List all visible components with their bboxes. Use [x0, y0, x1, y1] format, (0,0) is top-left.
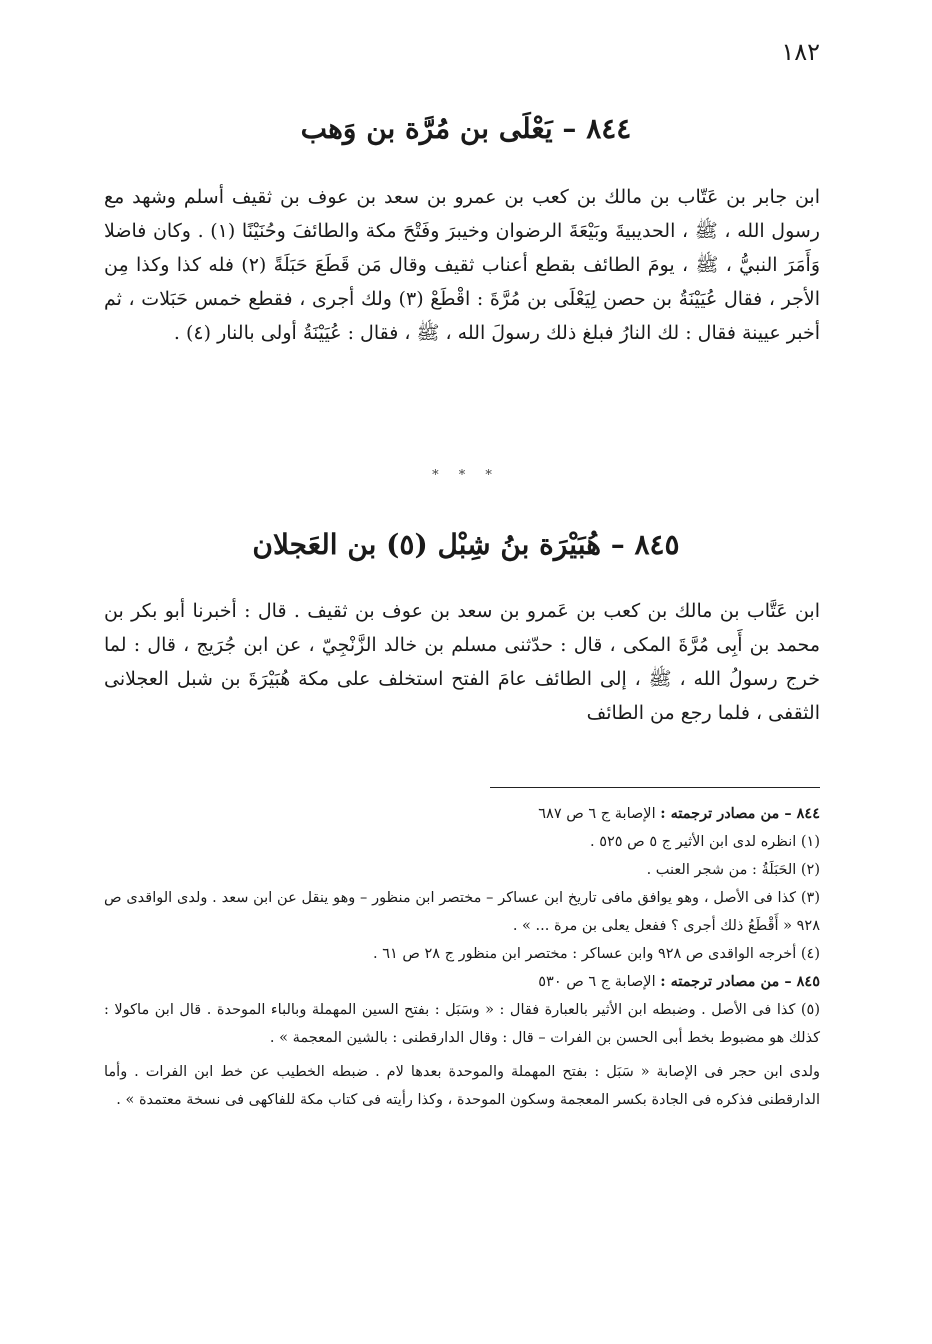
footnote-source-844	[104, 800, 820, 828]
footnote-5: (٥) كذا فى الأصل . وضبطه ابن الأثير بالعبارة فقال : « وسَبَل : بفتح السين المهملة وبالباء الموحدة . قال ابن ماكولا : كذلك هو مضبوط بخط أبى الحسن بن الفرات – قال : وقال الدارقطنى : بالشين المعجمة » .	[104, 1002, 820, 1046]
footnote-1: (١) انظره لدى ابن الأثير ج ٥ ص ٥٢٥ .	[589, 834, 820, 850]
footnote-3: (٣) كذا فى الأصل ، وهو يوافق مافى تاريخ ابن عساكر – مختصر ابن منظور – وهو ينقل عن ابن سعد . ولدى الواقدى ص ٩٢٨ « أَقْطَعُ ذلك أجرى ؟ ففعل يعلى بن مرة ... » .	[104, 890, 820, 934]
section-heading-845: ٨٤٥ – هُبَيْرَة بنُ شِبْل (٥) بن العَجلان	[252, 528, 680, 561]
footnote-text: الإصابة ج ٦ ص ٦٨٧	[538, 806, 661, 822]
footnote-source-845	[104, 968, 820, 996]
footnote-2: (٢) الحَبَلَةُ : من شجر العنب .	[646, 862, 820, 878]
section-body-844: ابن جابر بن عَتّاب بن مالك بن كعب بن عمرو بن سعد بن عوف بن ثقيف أسلم وشهد مع رسول الله ، ﷺ ، الحديبيةَ وبَيْعَةَ الرضوان وخيبرَ وفَتْحَ مكة والطائفَ وحُنَيْنًا (١) . وكان فاضلا وَأَمَرَ النبيُّ ، ﷺ ، يومَ الطائف بقطع أعناب ثقيف وقال مَن قَطَعَ حَبَلَةً (٢) فله كذا وكذا مِن الأجر ، فقال عُيَيْنَةُ بن حصن لِيَعْلَى بن مُرَّةَ : اقْطَعْ (٣) ولك أجرى ، فقطع خمس حَبَلات ، ثم أخبر عيينة فقال : لك النارُ فبلغ ذلك رسولَ الله ، ﷺ ، فقال : عُيَيْنَةُ أولى بالنار (٤) .	[104, 186, 820, 344]
footnotes	[104, 800, 820, 1114]
footnote-label: ٨٤٤ – من مصادر ترجمته :	[660, 805, 820, 822]
section-separator: * * *	[432, 468, 500, 483]
section-body-845: ابن عَتَّاب بن مالك بن كعب بن عَمرو بن سعد بن عوف بن ثقيف . قال : أخبرنا أبو بكر بن محمد بن أَبِى مُرَّةَ المكى ، قال : حدّثنى مسلم بن خالد الزَّنْجِيّ ، عن ابن جُرَيج ، قال : لما خرج رسولُ الله ، ﷺ ، إلى الطائف عامَ الفتح استخلف على مكة هُبَيْرَةَ بن شبل العجلانى الثقفى ، فلما رجع من الطائف	[104, 600, 820, 724]
footnote-4: (٤) أخرجه الواقدى ص ٩٢٨ وابن عساكر : مختصر ابن منظور ج ٢٨ ص ٦١ .	[372, 946, 820, 962]
page-number: ١٨٢	[781, 38, 820, 66]
footnote-divider	[490, 787, 820, 788]
footnote-text: الإصابة ج ٦ ص ٥٣٠	[538, 974, 661, 990]
section-heading-844: ٨٤٤ – يَعْلَى بن مُرَّة بن وَهب	[300, 112, 632, 145]
footnote-label: ٨٤٥ – من مصادر ترجمته :	[660, 973, 820, 990]
footnote-5-continued: ولدى ابن حجر فى الإصابة « سَبَل : بفتح المهملة والموحدة بعدها لام . ضبطه الخطيب عن خط ابن الفرات . وأما الدارقطنى فذكره فى الجادة بكسر المعجمة وسكون الموحدة ، وكذا رأيته فى كتاب مكة للفاكهى فى نسخة معتمدة » .	[104, 1064, 820, 1108]
